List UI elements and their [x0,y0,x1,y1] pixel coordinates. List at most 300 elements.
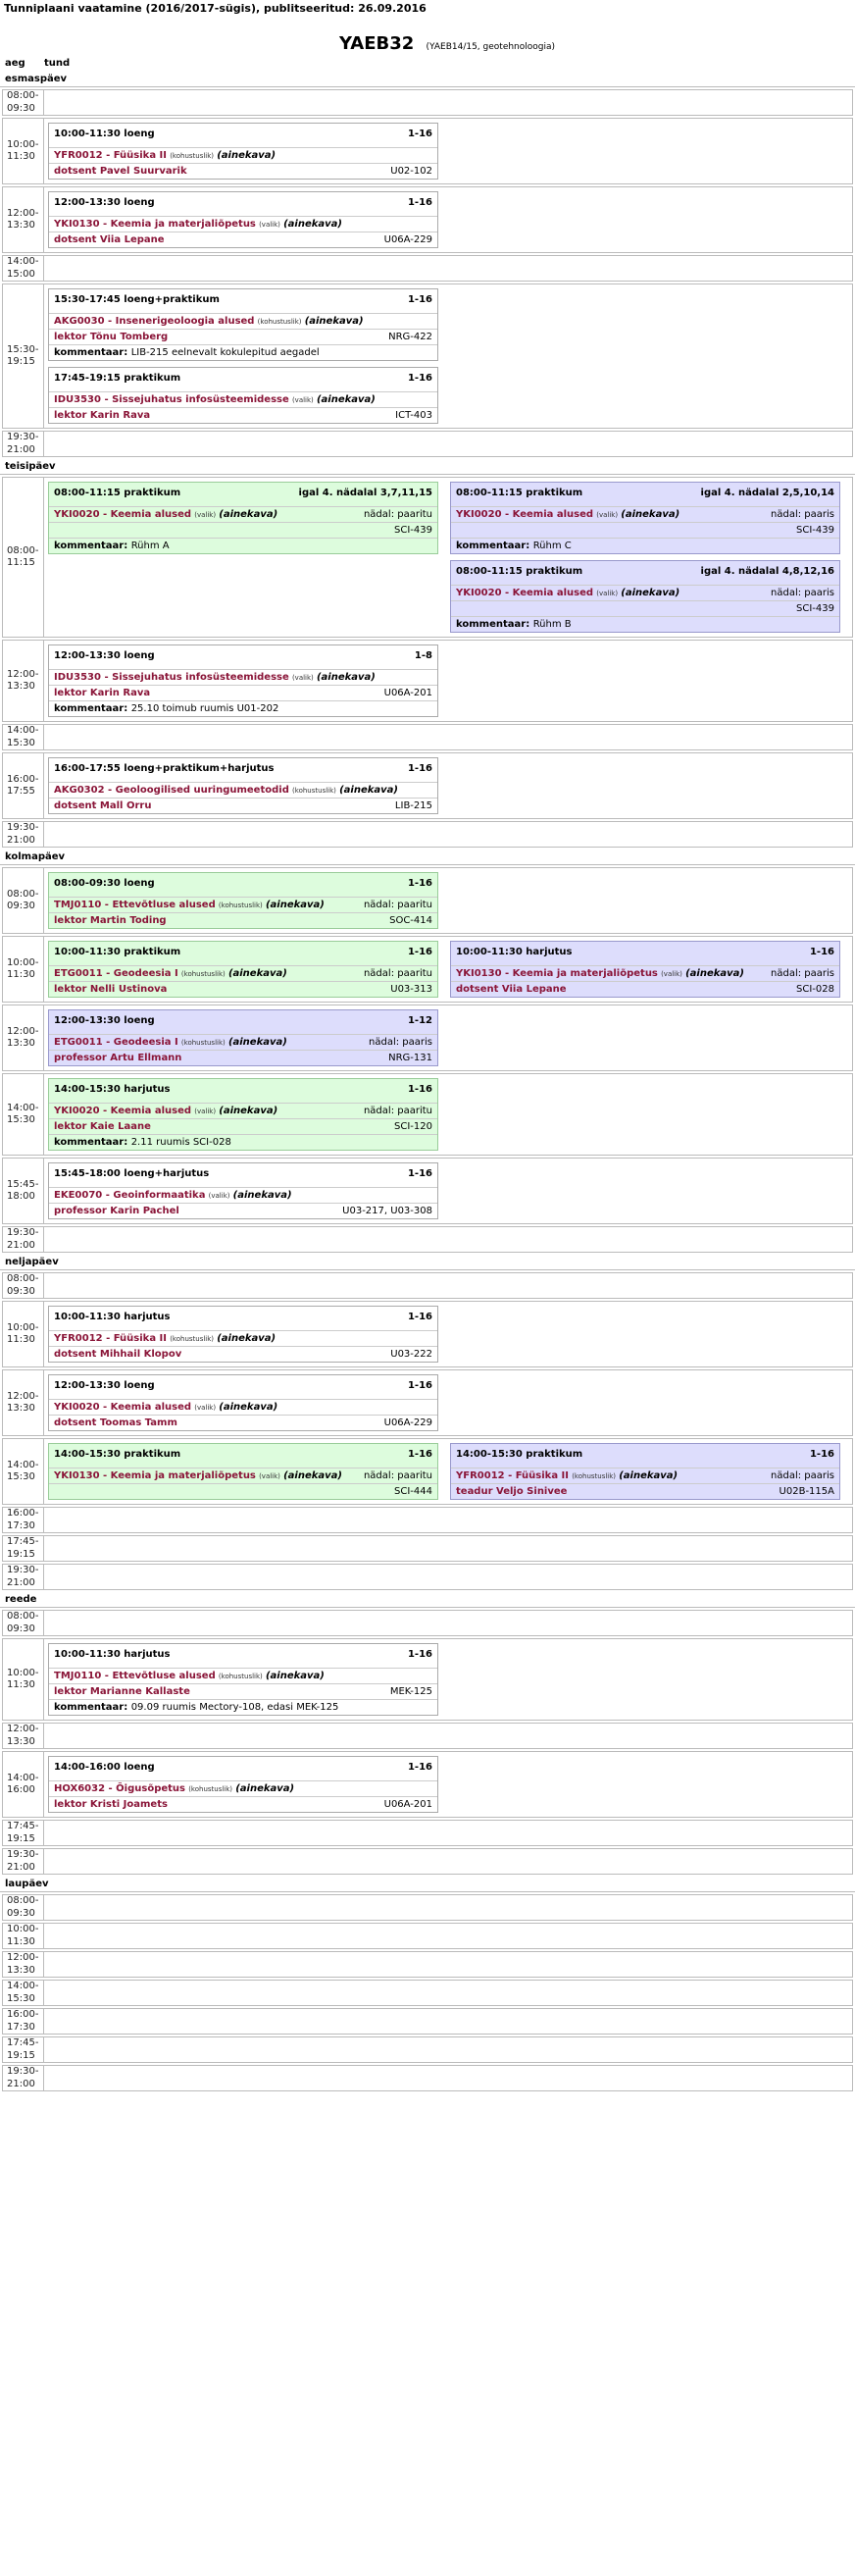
slot-content [44,822,852,847]
lesson-card[interactable] [450,482,840,554]
time-slot [2,255,853,282]
curriculum-link[interactable]: (ainekava) [219,1402,278,1413]
room: SCI-439 [796,603,834,614]
lesson-header [451,942,839,966]
teacher-link[interactable]: dotsent Viia Lepane [456,984,567,995]
slot-time: 08:00- 09:30 [3,90,44,115]
lesson-weeks: 1-16 [407,1168,432,1179]
lesson-teacher-row [49,686,437,701]
lesson-teacher-row [49,982,437,997]
slot-time: 10:00- 11:30 [3,1924,44,1948]
course-link[interactable]: YKI0130 - Keemia ja materjaliõpetus [54,219,256,230]
comment-text: kommentaar: 25.10 toimub ruumis U01-202 [54,703,279,714]
slot-time: 16:00- 17:30 [3,1508,44,1532]
group-title [39,33,855,54]
curriculum-link[interactable]: (ainekava) [685,968,744,979]
slot-time: 19:30- 21:00 [3,822,44,847]
teacher-link[interactable]: teadur Veljo Sinivee [456,1486,568,1497]
lesson-course-row [49,1035,437,1051]
lesson-teacher-row [49,1204,437,1218]
teacher-link[interactable]: professor Artu Ellmann [54,1053,182,1063]
curriculum-link[interactable]: (ainekava) [219,1106,278,1116]
time-slot [2,752,853,819]
course-info [54,1671,325,1681]
slot-time: 10:00- 11:30 [3,937,44,1002]
teacher-link[interactable]: lektor Tõnu Tomberg [54,332,169,342]
lesson-comment [49,701,437,716]
lesson-weeks: 1-16 [407,373,432,384]
time-slot [2,1073,853,1156]
lesson-time-type: 15:45-18:00 loeng+harjutus [54,1168,210,1179]
slot-content [44,1924,852,1948]
course-link[interactable]: TMJ0110 - Ettevõtluse alused [54,900,216,910]
course-kind: (valik) [596,590,619,597]
curriculum-link[interactable]: (ainekava) [316,672,376,683]
time-slot [2,1610,853,1636]
slot-time: 14:00- 15:30 [3,725,44,749]
lesson-teacher-row [451,523,839,539]
lesson-time-type: 10:00-11:30 loeng [54,129,155,139]
week-parity: nädal: paaritu [363,968,432,979]
lesson-teacher-row [49,913,437,928]
slot-content [44,2009,852,2034]
room: U06A-229 [383,234,432,245]
lesson-weeks: 1-16 [407,878,432,889]
lesson-time-type: 10:00-11:30 harjutus [54,1312,171,1322]
time-slot [2,867,853,934]
course-kind: (kohustuslik) [292,787,336,795]
lesson-course-row [49,314,437,330]
curriculum-link[interactable]: (ainekava) [304,316,364,327]
lesson-time-type: 08:00-11:15 praktikum [456,488,583,498]
lesson-weeks: 1-16 [407,1449,432,1460]
comment-label: kommentaar: [54,703,131,714]
slot-time: 12:00- 13:30 [3,1005,44,1070]
lesson-header [49,1757,437,1781]
lesson-column [48,191,438,248]
lesson-weeks: 1-8 [414,650,432,661]
curriculum-link[interactable]: (ainekava) [339,785,398,796]
time-slot [2,936,853,1003]
lesson-weeks: 1-12 [407,1015,432,1026]
slot-time: 08:00- 11:15 [3,478,44,637]
lesson-teacher-row [49,1416,437,1430]
lesson-weeks: 1-16 [407,947,432,957]
time-slot [2,1638,853,1721]
week-parity: nädal: paaritu [363,1106,432,1116]
lesson-card[interactable] [48,288,438,361]
lesson-column [450,941,840,998]
lesson-time-type: 14:00-15:30 harjutus [54,1084,171,1095]
slot-content [44,1849,852,1874]
curriculum-link[interactable]: (ainekava) [227,968,287,979]
slot-time: 12:00- 13:30 [3,1370,44,1435]
slot-content [44,1439,852,1504]
lesson-card[interactable] [48,482,438,554]
course-kind: (valik) [194,511,217,519]
lesson-weeks: 1-16 [407,294,432,305]
teacher-link[interactable]: lektor Karin Rava [54,688,151,698]
curriculum-link[interactable]: (ainekava) [227,1037,287,1048]
curriculum-link[interactable]: (ainekava) [316,394,376,405]
slot-time: 14:00- 15:00 [3,256,44,281]
lesson-course-row [49,1781,437,1797]
lesson-weeks: 1-16 [407,197,432,208]
lesson-weeks: 1-16 [809,1449,834,1460]
room: U06A-201 [383,1799,432,1810]
slot-content [44,1981,852,2005]
lesson-teacher-row [49,330,437,345]
course-link[interactable]: AKG0302 - Geoloogilised uuringumeetodid [54,785,289,796]
lesson-card[interactable] [48,1374,438,1431]
lesson-time-type: 08:00-09:30 loeng [54,878,155,889]
lesson-comment [49,1135,437,1150]
course-link[interactable]: YKI0020 - Keemia alused [456,588,594,598]
teacher-link[interactable]: dotsent Mall Orru [54,800,152,811]
slot-time: 14:00- 15:30 [3,1981,44,2005]
slot-time: 10:00- 11:30 [3,1639,44,1720]
course-link[interactable]: YKI0020 - Keemia alused [54,509,192,520]
teacher-link[interactable]: lektor Nelli Ustinova [54,984,168,995]
lesson-time-type: 08:00-11:15 praktikum [456,566,583,577]
lesson-weeks: igal 4. nädalal 3,7,11,15 [298,488,432,498]
lesson-teacher-row [451,982,839,997]
lesson-card[interactable] [48,367,438,424]
slot-time: 19:30- 21:00 [3,1849,44,1874]
lesson-column [48,644,438,717]
slot-time: 08:00- 09:30 [3,1611,44,1635]
lesson-column [48,1009,438,1066]
room: U06A-229 [383,1417,432,1428]
lesson-header [49,1010,437,1035]
lesson-header [49,645,437,670]
course-info [54,672,376,683]
course-kind: (valik) [661,970,682,978]
course-link[interactable]: ETG0011 - Geodeesia I [54,968,178,979]
course-link[interactable]: IDU3530 - Sissejuhatus infosüsteemidesse [54,394,289,405]
slot-content [44,2037,852,2062]
course-info [54,219,342,230]
curriculum-link[interactable]: (ainekava) [621,509,680,520]
slot-content [44,1370,852,1435]
time-slot [2,1507,853,1533]
slot-content [44,187,852,252]
slot-content [44,256,852,281]
lesson-column [48,1756,438,1813]
lesson-teacher-row [49,164,437,179]
teacher-link[interactable]: dotsent Pavel Suurvarik [54,166,187,177]
slot-time: 08:00- 09:30 [3,868,44,933]
lesson-weeks: 1-16 [407,1762,432,1773]
comment-label: kommentaar: [456,619,533,630]
room: SCI-439 [796,525,834,536]
slot-content [44,641,852,721]
lesson-time-type: 14:00-16:00 loeng [54,1762,155,1773]
lesson-header [49,758,437,783]
room: MEK-125 [389,1686,432,1697]
lesson-card[interactable] [48,1643,438,1716]
lesson-card[interactable] [48,1009,438,1066]
lesson-time-type: 12:00-13:30 loeng [54,1015,155,1026]
course-info [54,1333,276,1344]
slot-content [44,1752,852,1817]
lesson-column [48,1162,438,1219]
lesson-teacher-row [49,523,437,539]
time-slot [2,1894,853,1921]
course-info [54,150,276,161]
lesson-card[interactable] [48,1443,438,1500]
curriculum-link[interactable]: (ainekava) [283,1470,342,1481]
lesson-time-type: 15:30-17:45 loeng+praktikum [54,294,220,305]
lesson-column [48,1374,438,1431]
lesson-course-row [49,1104,437,1119]
course-info [456,968,744,979]
teacher-link[interactable]: professor Karin Pachel [54,1206,179,1216]
time-slot [2,1369,853,1436]
lesson-weeks: igal 4. nädalal 4,8,12,16 [700,566,834,577]
lesson-card[interactable] [48,757,438,814]
lesson-column [48,941,438,998]
time-slot [2,1723,853,1749]
lesson-course-row [49,507,437,523]
lesson-card[interactable] [48,1078,438,1151]
column-headers [0,54,855,72]
course-link[interactable]: YKI0130 - Keemia ja materjaliõpetus [456,968,658,979]
teacher-link[interactable]: lektor Kristi Joamets [54,1799,168,1810]
slot-content [44,868,852,933]
course-info [54,900,325,910]
time-slot [2,1848,853,1875]
curriculum-link[interactable]: (ainekava) [219,509,278,520]
time-slot [2,2008,853,2035]
room: ICT-403 [395,410,432,421]
course-info [54,1402,277,1413]
room: U06A-201 [383,688,432,698]
comment-text: kommentaar: Rühm C [456,541,572,551]
lesson-teacher-row [49,799,437,813]
teacher-link[interactable]: dotsent Mihhail Klopov [54,1349,182,1360]
teacher-link[interactable]: lektor Karin Rava [54,410,151,421]
lesson-column [48,288,438,424]
col-tund: tund [44,58,71,69]
time-slot [2,1535,853,1562]
course-kind: (kohustuslik) [218,1673,263,1680]
curriculum-link[interactable]: (ainekava) [217,150,277,161]
curriculum-link[interactable]: (ainekava) [283,219,342,230]
lesson-card[interactable] [450,560,840,633]
curriculum-link[interactable]: (ainekava) [265,1671,325,1681]
lesson-weeks: 1-16 [407,129,432,139]
course-link[interactable]: TMJ0110 - Ettevõtluse alused [54,1671,216,1681]
course-link[interactable]: YFR0012 - Füüsika II [54,1333,167,1344]
course-link[interactable]: YFR0012 - Füüsika II [54,150,167,161]
slot-content [44,119,852,183]
comment-label: kommentaar: [54,541,131,551]
slot-content [44,1302,852,1366]
course-link[interactable]: YKI0130 - Keemia ja materjaliõpetus [54,1470,256,1481]
teacher-link[interactable]: lektor Kaie Laane [54,1121,151,1132]
day-heading: laupäev [0,1877,855,1892]
time-slot [2,1226,853,1253]
lesson-time-type: 10:00-11:30 harjutus [54,1649,171,1660]
slot-content [44,432,852,456]
time-slot [2,1005,853,1071]
lesson-teacher-row [49,1797,437,1812]
lesson-card[interactable] [48,1306,438,1363]
slot-content [44,1159,852,1223]
lesson-weeks: 1-16 [407,1649,432,1660]
lesson-course-row [451,586,839,601]
course-link[interactable]: YKI0020 - Keemia alused [54,1106,192,1116]
teacher-link[interactable]: lektor Marianne Kallaste [54,1686,190,1697]
week-parity: nädal: paaris [369,1037,432,1048]
lesson-time-type: 10:00-11:30 praktikum [54,947,181,957]
course-kind: (valik) [291,396,314,404]
course-link[interactable]: YKI0020 - Keemia alused [54,1402,192,1413]
course-kind: (valik) [291,674,314,682]
day-heading: neljapäev [0,1255,855,1270]
lesson-header [49,289,437,314]
slot-content [44,1227,852,1252]
comment-label: kommentaar: [54,1137,131,1148]
lesson-time-type: 08:00-11:15 praktikum [54,488,181,498]
room: SCI-439 [394,525,432,536]
room: SCI-444 [394,1486,432,1497]
lesson-column [450,482,840,633]
course-link[interactable]: YFR0012 - Füüsika II [456,1470,569,1481]
time-slot [2,1158,853,1224]
lesson-card[interactable] [48,644,438,717]
lesson-card[interactable] [48,941,438,998]
curriculum-link[interactable]: (ainekava) [232,1190,292,1201]
comment-text: kommentaar: Rühm B [456,619,572,630]
room: SCI-028 [796,984,834,995]
course-kind: (kohustuslik) [180,1039,226,1047]
lesson-header [49,483,437,507]
course-link[interactable]: AKG0030 - Insenerigeoloogia alused [54,316,255,327]
lesson-time-type: 12:00-13:30 loeng [54,1380,155,1391]
course-link[interactable]: IDU3530 - Sissejuhatus infosüsteemidesse [54,672,289,683]
course-kind: (valik) [259,1472,280,1480]
time-slot [2,1301,853,1367]
time-slot [2,431,853,457]
lesson-card[interactable] [48,1162,438,1219]
lesson-teacher-row [49,1119,437,1135]
teacher-link[interactable]: dotsent Toomas Tamm [54,1417,177,1428]
lesson-header [49,1644,437,1669]
lesson-course-row [49,670,437,686]
slot-content [44,2066,852,2090]
lesson-header [451,561,839,586]
time-slot [2,1951,853,1978]
room: SOC-414 [389,915,432,926]
lesson-card[interactable] [48,872,438,929]
comment-label: kommentaar: [54,347,131,358]
slot-time: 19:30- 21:00 [3,2066,44,2090]
lesson-course-row [49,1188,437,1204]
lesson-header [49,124,437,148]
time-slot [2,89,853,116]
slot-content [44,1895,852,1920]
slot-time: 14:00- 16:00 [3,1752,44,1817]
lesson-header [451,483,839,507]
lesson-comment [49,1700,437,1715]
course-kind: (valik) [194,1404,217,1412]
slot-content [44,90,852,115]
teacher-link[interactable]: dotsent Viia Lepane [54,234,165,245]
curriculum-link[interactable]: (ainekava) [619,1470,679,1481]
lesson-course-row [49,1669,437,1684]
room: LIB-215 [394,800,432,811]
course-info [456,588,679,598]
lesson-course-row [49,148,437,164]
lesson-course-row [451,1468,839,1484]
slot-content [44,1536,852,1561]
slot-time: 14:00- 15:30 [3,1074,44,1155]
course-info [456,509,679,520]
slot-time: 10:00- 11:30 [3,119,44,183]
course-kind: (kohustuslik) [257,318,302,326]
slot-time: 15:30- 19:15 [3,284,44,428]
lesson-course-row [451,507,839,523]
lesson-header [49,1163,437,1188]
curriculum-link[interactable]: (ainekava) [621,588,680,598]
teacher-link[interactable]: lektor Martin Toding [54,915,167,926]
course-link[interactable]: YKI0020 - Keemia alused [456,509,594,520]
slot-content [44,1565,852,1589]
time-slot [2,477,853,638]
slot-time: 15:45- 18:00 [3,1159,44,1223]
course-info [54,509,277,520]
lesson-course-row [49,1331,437,1347]
lesson-column [48,1078,438,1151]
lesson-card[interactable] [48,191,438,248]
slot-content [44,937,852,1002]
lesson-column [48,757,438,814]
room: U03-222 [390,1349,432,1360]
course-info [54,1190,292,1201]
slot-content [44,725,852,749]
week-parity: nädal: paaris [771,968,834,979]
lesson-teacher-row [49,1684,437,1700]
course-link[interactable]: HOX6032 - Õigusõpetus [54,1783,185,1794]
time-slot [2,724,853,750]
lesson-card[interactable] [450,941,840,998]
slot-content [44,284,852,428]
lesson-course-row [49,217,437,232]
lesson-time-type: 12:00-13:30 loeng [54,197,155,208]
time-slot [2,2065,853,2091]
lesson-card[interactable] [48,1756,438,1813]
slot-content [44,1821,852,1845]
lesson-time-type: 17:45-19:15 praktikum [54,373,181,384]
curriculum-link[interactable]: (ainekava) [265,900,325,910]
lesson-card[interactable] [450,1443,840,1500]
time-slot [2,1564,853,1590]
lesson-card[interactable] [48,123,438,180]
course-link[interactable]: EKE0070 - Geoinformaatika [54,1190,206,1201]
course-kind: (valik) [194,1108,217,1115]
lesson-teacher-row [49,408,437,423]
curriculum-link[interactable]: (ainekava) [217,1333,277,1344]
comment-text: kommentaar: 09.09 ruumis Mectory-108, edasi MEK-125 [54,1702,339,1713]
time-slot [2,1820,853,1846]
curriculum-link[interactable]: (ainekava) [235,1783,295,1794]
course-link[interactable]: ETG0011 - Geodeesia I [54,1037,178,1048]
lesson-comment [451,617,839,632]
course-kind: (kohustuslik) [170,1335,215,1343]
lesson-course-row [49,783,437,799]
